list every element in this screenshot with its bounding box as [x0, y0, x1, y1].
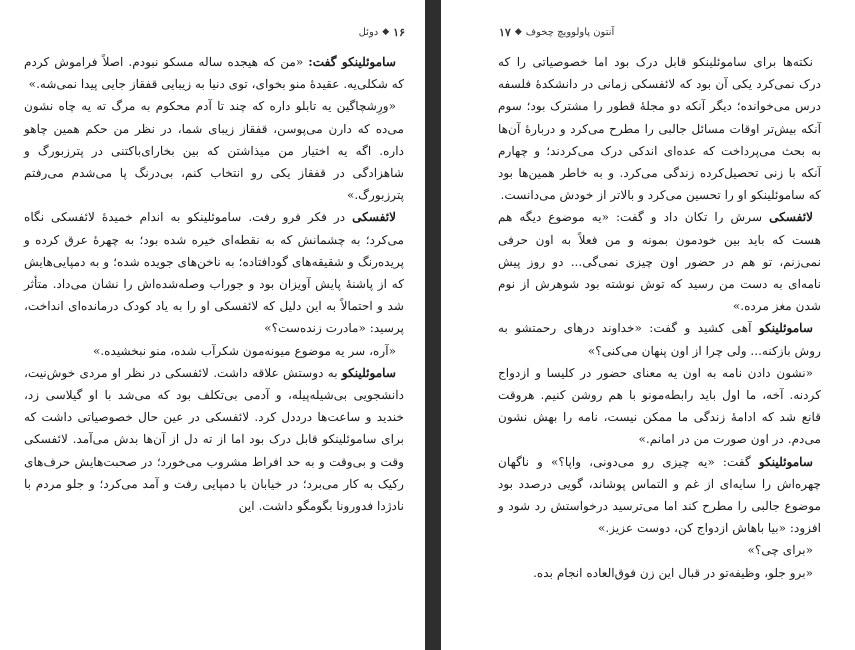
book-spine: [425, 0, 441, 650]
page-number: ۱۶: [393, 25, 405, 39]
paragraph: «ورِشچاگین یه تابلو داره که چند تا آدم محکوم به مرگ ته یه چاه نشون می‌ده که دارن می‌پوسن، قفقاز زیبای شما، در نظر من حکم همین چاهو داره. اگه یه اختیار من میذاشتن که بین بخارای‌باکتنی در پترزبورگ و شاهزادگی در قفقاز یکی رو انتخاب کنم، بی‌درنگ پا می‌شدم می‌رفتم پترزبورگ.»: [24, 99, 404, 203]
right-page: [441, 0, 855, 650]
paragraph: «نشون دادن نامه به اون یه معنای حضور در کلیسا و ازدواج کردنه. آخه، ما اول باید رابطه‌مونو با هم روشن کنیم. هروقت قانع شد که ادامهٔ زندگی ما ممکن نیست، نامه را بهش نشون می‌دم. در اون صورت من در امانم.»: [498, 365, 821, 447]
paragraph: «برای چی؟»: [747, 543, 813, 558]
right-page-body: [498, 51, 821, 584]
paragraph: ساموئلینکو به دوستش علاقه داشت. لائفسکی در نظر او مردی خوش‌نیت، دانشجویی بی‌شیله‌پیله، و آدمی بی‌تکلف بود که می‌شد با او گیلاسی زد، خندید و ساعت‌ها درددل کرد. لائفسکی در عین حال خصوصیاتی داشت که برای ساموئلینکو قابل درک بود اما از ته دل از آن‌ها بدش می‌آمد. لائفسکی وقت و بی‌وقت و به حد افراط مشروب می‌خورد؛ در صحبت‌هایش حرف‌های رکیک به کار می‌برد؛ در خیابان با دمپایی رفت و آمد می‌کرد؛ و جلو مردم با نادژدا فدورونا بگومگو داشت. این: [24, 365, 404, 514]
left-page-header: [359, 24, 405, 40]
paragraph: لائفسکی سرش را تکان داد و گفت: «یه موضوع دیگه هم هست که باید بین خودمون بمونه و من فعلاً به اون حرفی نمی‌زنم، تو هم در حضور اون چیزی نمی‌گی... دو روز پیش نامه‌ای به دست من رسید که توش نوشته بود شوهرش از نوم شدن مغز مرده.»: [498, 210, 821, 314]
paragraph: لائفسکی در فکر فرو رفت. ساموئلینکو به اندام خمیدهٔ لائفسکی نگاه می‌کرد؛ به چشمانش که به نقطه‌ای خیره شده بود؛ به چهرهٔ عرق کرده و پریده‌رنگ و شقیقه‌های گودافتاده؛ به ناخن‌های جویده شده؛ و به دمپایی‌هایش که از پاشنهٔ پایش آویزان بود و جوراب وصله‌شده‌اش را نشان می‌داد. متأثر شد و احتمالاً به این دلیل که لائفسکی او را به یاد کودک درمانده‌ای انداخت، پرسید: «مادرت زنده‌ست؟»: [24, 210, 404, 336]
paragraph: ساموئلینکو گفت: «من که هیجده ساله مسکو نبودم. اصلاً فراموش کردم که شکلی‌یه. عقیدهٔ منو بخوای، توی دنیا به زیبایی قفقاز جایی پیدا نمی‌شه.»: [24, 55, 404, 92]
paragraph: ساموئلینکو گفت: «یه چیزی رو می‌دونی، واپا؟» و ناگهان چهره‌اش را سایه‌ای از غم و التماس پوشاند، گویی درصدد بود موضوع جالبی را مطرح کند اما می‌ترسید درخواستش رد شود و افزود: «بیا باهاش ازدواج کن، دوست عزیز.»: [498, 454, 821, 536]
running-title: دوئل: [358, 26, 379, 38]
diamond-ornament-icon: ◆: [382, 27, 390, 37]
paragraph: ساموئلینکو آهی کشید و گفت: «خداوند درهای رحمتشو به روش بازکنه... ولی چرا از اون پنهان می‌کنی؟»: [498, 321, 821, 358]
running-title: آنتون پاولوویچ چخوف: [525, 26, 615, 38]
left-page: [0, 0, 425, 650]
right-page-header: [499, 24, 614, 40]
page-number: ۱۷: [499, 25, 511, 39]
diamond-ornament-icon: ◆: [514, 27, 522, 37]
paragraph: نکته‌ها برای ساموئلینکو قابل درک بود اما خصوصیاتی را که درک نمی‌کرد یکی آن بود که لائفسکی زمانی در دانشکدهٔ فلسفه درس می‌خوانده؛ دیگر آنکه دو مجلهٔ قطور را مشترک بود؛ سوم آنکه بیش‌تر اوقات مسائل جالبی را مطرح می‌کرد و دربارهٔ آن‌ها به بحث می‌پرداخت که عده‌ای اندکی درک می‌کردند؛ و چهارم آنکه با زنی تحصیل‌کرده زندگی می‌کرد. و به خاطر همین‌ها بود که ساموئلینکو او را تحسین می‌کرد و بالاتر از خودش می‌دانست.: [498, 55, 821, 203]
left-page-body: [24, 51, 404, 517]
paragraph: «برو جلو، وظیفه‌تو در قبال این زن فوق‌العاده انجام بده.: [533, 565, 813, 580]
paragraph: «آره، سر یه موضوع میونه‌مون شکرآب شده، منو نبخشیده.»: [92, 343, 396, 358]
